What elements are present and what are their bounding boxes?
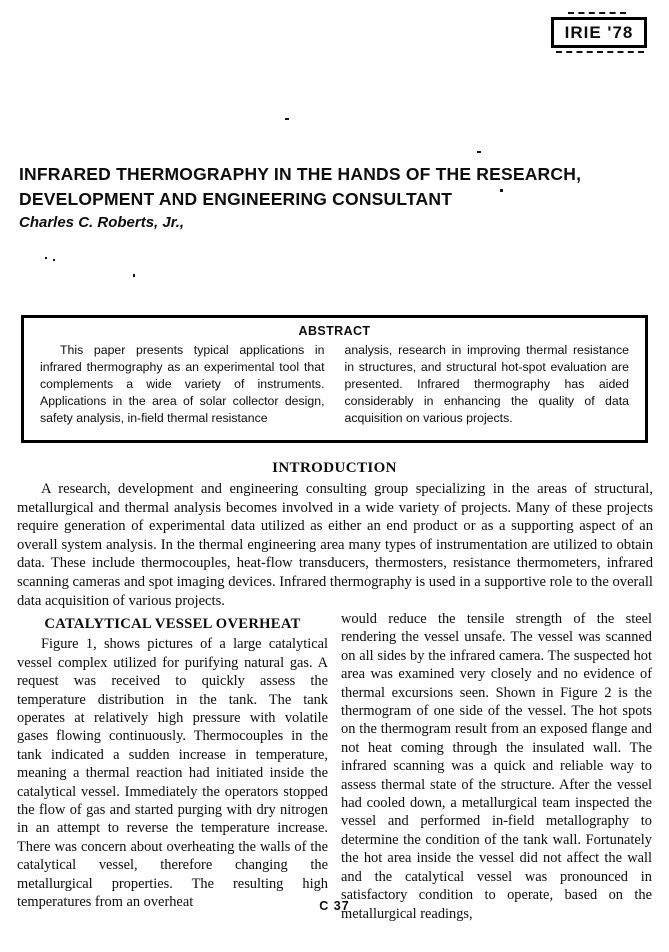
conference-badge — [551, 17, 647, 48]
introduction-heading: INTRODUCTION — [272, 460, 397, 476]
scan-speck — [285, 118, 289, 120]
abstract-heading: ABSTRACT — [298, 324, 371, 338]
abstract-column-right: analysis, research in improving thermal resistance in structures, and structural hot-spot evaluation are presented. Infrared thermography has aided considerably in enhancing the quality of data acquisition on various projects. — [344, 343, 629, 425]
abstract-columns — [40, 342, 629, 427]
conference-badge-label: IRIE '78 — [564, 22, 634, 42]
scan-dash-artifact — [568, 12, 626, 14]
introduction-paragraph: A research, development and engineering consulting group specializing in the areas of structural, metallurgical and thermal analysis becomes involved in a wide variety of projects. Many of these projects require generation of experimental data utilized as either an end product or as a supporting aspect of an overall system analysis. In the thermal engineering area many types of instrumentation are utilized to obtain data. These include thermocouples, heat-flow transducers, thermosters, resistance thermometers, infrared scanning cameras and spot imaging devices. Infrared thermography is used in a supportive role to the overall data acquisition of various projects. — [17, 481, 653, 609]
scan-speck — [133, 274, 135, 277]
scan-speck — [45, 257, 47, 259]
body-columns — [17, 610, 653, 923]
section-heading: CATALYTICAL VESSEL OVERHEAT — [44, 616, 301, 632]
scan-speck — [477, 151, 481, 153]
paper-title-line2: DEVELOPMENT AND ENGINEERING CONSULTANT — [19, 189, 453, 209]
paper-title-line1: INFRARED THERMOGRAPHY IN THE HANDS OF THE RESEARCH, — [19, 164, 582, 184]
abstract-box — [21, 315, 648, 443]
paper-title — [19, 162, 649, 212]
page-number: C 37 — [319, 899, 350, 913]
paper-author: Charles C. Roberts, Jr., — [19, 214, 185, 231]
body-column-left — [17, 610, 328, 923]
scan-speck — [53, 259, 55, 261]
scan-dash-artifact — [556, 51, 644, 53]
body-column-right — [341, 610, 652, 923]
section-column-right-text: would reduce the tensile strength of the steel rendering the vessel unsafe. The vessel was scanned on all sides by the infrared camera. The suspected hot area was examined very closely and no evidence of thermal excursions seen. Shown in Figure 2 is the thermogram of one side of the vessel. The hot spots on the thermogram result from an exposed flange and not heat coming through the insulated wall. The infrared scanning was a quick and reliable way to assess thermal state of the structure. After the vessel had cooled down, a metallurgical team inspected the vessel and performed in-field metallography to determine the condition of the tank wall. Fortunately the hot area inside the vessel did not affect the wall and the catalytical vessel was pronounced in satisfactory condition to operate, based on the metallurgical readings, — [341, 611, 652, 922]
abstract-column-left: This paper presents typical applications in infrared thermography as an experimental tool that complements a wide variety of instruments. Applications in the area of solar collector design, safety analysis, in-field thermal resistance — [40, 343, 325, 425]
section-column-left-text: Figure 1, shows pictures of a large catalytical vessel complex utilized for purifying natural gas. A request was received to quickly assess the temperature distribution in the tank. The tank operates at relatively high pressure with volatile gases flowing continuously. Thermocouples in the tank indicated a sudden increase in temperature, meaning a thermal reaction had initiated inside the catalytical vessel. Immediately the operators stopped the flow of gas and started purging with dry nitrogen in an attempt to reverse the temperature increase. There was concern about overheating the walls of the catalytical vessel, therefore changing the metallurgical properties. The resulting high temperatures from an overheat — [17, 636, 328, 911]
